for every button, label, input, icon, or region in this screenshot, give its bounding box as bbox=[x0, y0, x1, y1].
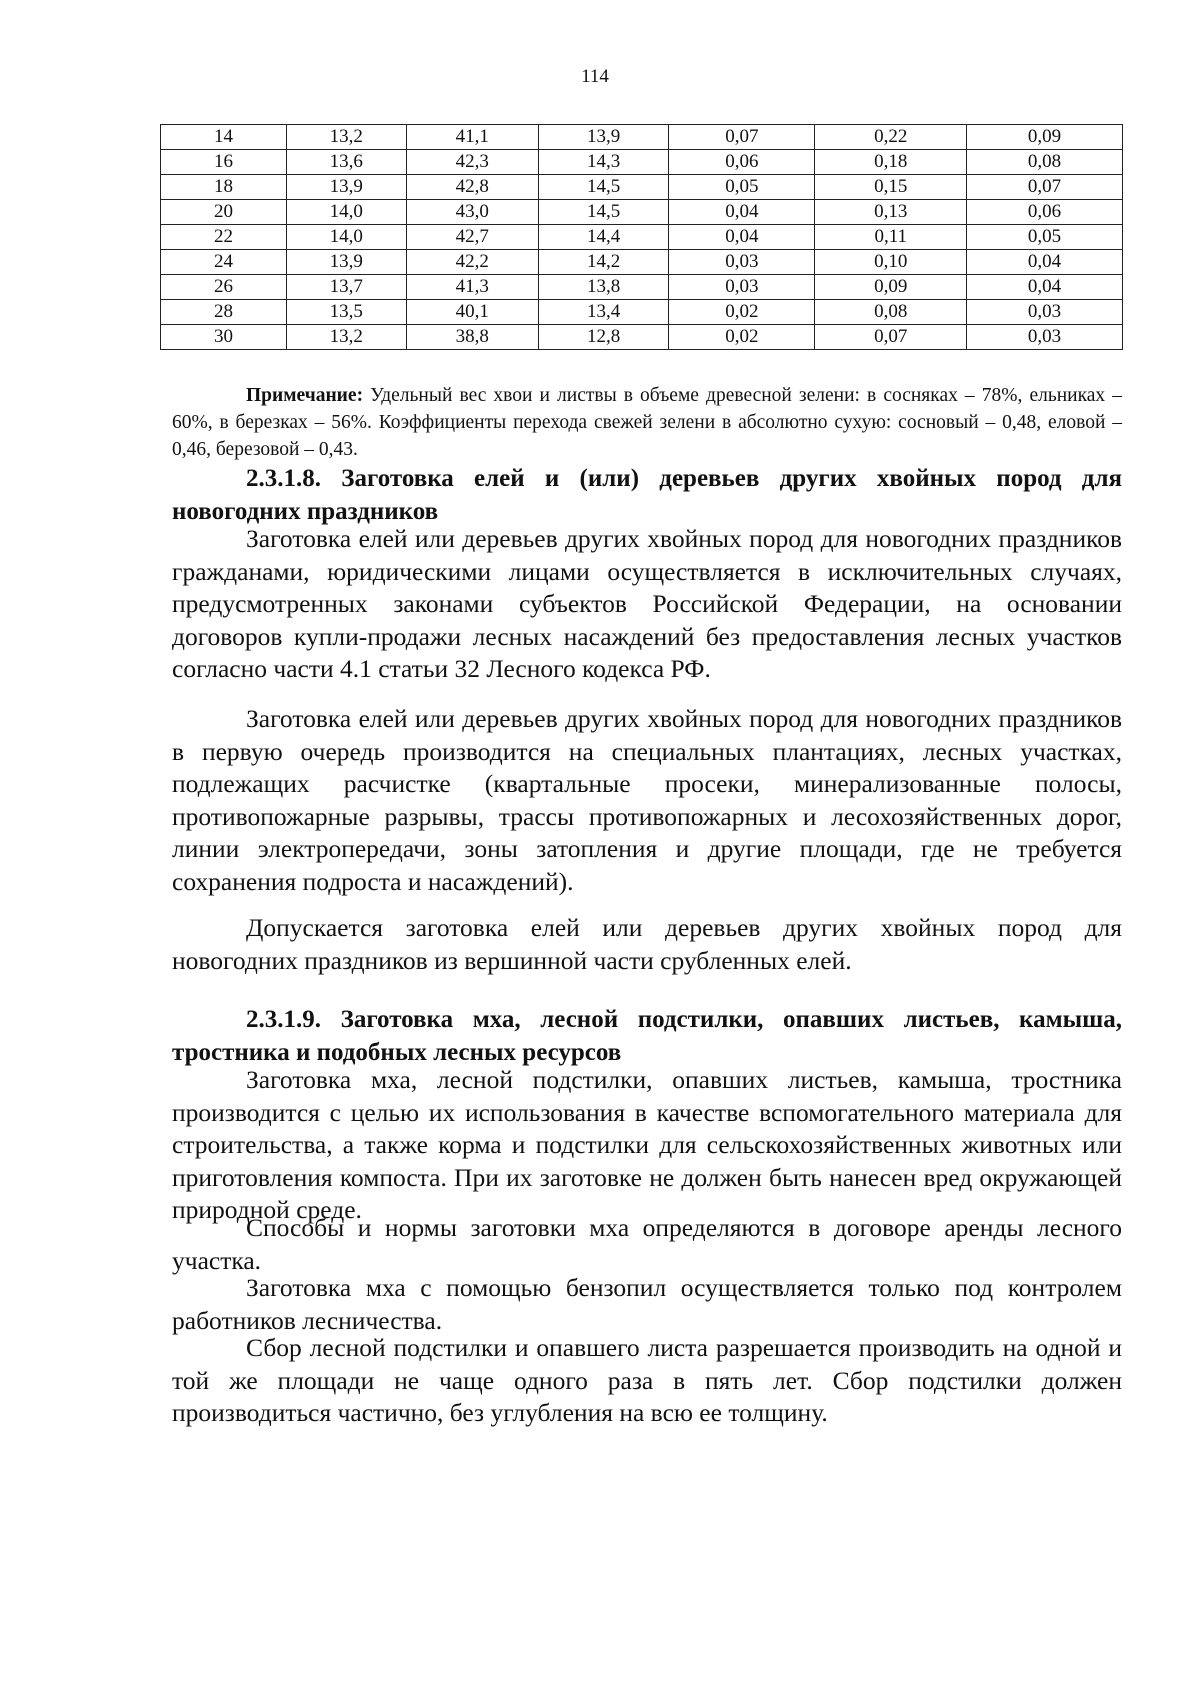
table-row bbox=[161, 325, 1123, 350]
table-cell: 18 bbox=[161, 175, 287, 200]
table-row bbox=[161, 225, 1123, 250]
paragraph-2319-3: Заготовка мха с помощью бензопил осуществляется только под контролем работников лесничества. bbox=[172, 1273, 1122, 1335]
table-cell: 13,5 bbox=[286, 300, 406, 325]
table-cell: 20 bbox=[161, 200, 287, 225]
table-cell: 14,0 bbox=[286, 225, 406, 250]
paragraph-2319-4: Сбор лесной подстилки и опавшего листа разрешается производить на одной и той же площади не чаще одного раза в пять лет. Сбор подстилки должен производиться частично, без углубления на всю ее толщину. bbox=[172, 1333, 1122, 1427]
table-cell: 14,5 bbox=[538, 175, 668, 200]
table-cell: 0,03 bbox=[669, 250, 815, 275]
table-cell: 0,04 bbox=[967, 250, 1123, 275]
table-cell: 0,08 bbox=[815, 300, 967, 325]
table-cell: 30 bbox=[161, 325, 287, 350]
table-row bbox=[161, 300, 1123, 325]
table-cell: 0,22 bbox=[815, 125, 967, 150]
table-cell: 0,15 bbox=[815, 175, 967, 200]
table-cell: 38,8 bbox=[406, 325, 538, 350]
table-cell: 0,03 bbox=[967, 300, 1123, 325]
table-row bbox=[161, 200, 1123, 225]
table-cell: 13,2 bbox=[286, 125, 406, 150]
page-number: 114 bbox=[581, 66, 609, 87]
table-row bbox=[161, 125, 1123, 150]
table-cell: 26 bbox=[161, 275, 287, 300]
paragraph-2319-1: Заготовка мха, лесной подстилки, опавших листьев, камыша, тростника производится с целью их использования в качестве вспомогательного материала для строительства, а также корма и подстилки для сельскохозяйственных животных или приготовления компоста. При их заготовке не должен быть нанесен вред окружающей природной среде. bbox=[172, 1065, 1122, 1224]
table-cell: 14,5 bbox=[538, 200, 668, 225]
table-cell: 13,9 bbox=[538, 125, 668, 150]
table-cell: 0,06 bbox=[967, 200, 1123, 225]
table-row bbox=[161, 175, 1123, 200]
table-cell: 0,10 bbox=[815, 250, 967, 275]
section-heading-2318: 2.3.1.8. Заготовка елей и (или) деревьев других хвойных пород для новогодних праздников bbox=[172, 465, 1122, 525]
table-cell: 42,3 bbox=[406, 150, 538, 175]
table-cell: 0,02 bbox=[669, 325, 815, 350]
table-cell: 0,11 bbox=[815, 225, 967, 250]
table-cell: 13,8 bbox=[538, 275, 668, 300]
data-table bbox=[160, 124, 1123, 350]
table-cell: 41,3 bbox=[406, 275, 538, 300]
table-cell: 0,04 bbox=[967, 275, 1123, 300]
table-row bbox=[161, 250, 1123, 275]
table-cell: 28 bbox=[161, 300, 287, 325]
table-cell: 0,03 bbox=[967, 325, 1123, 350]
table-cell: 0,09 bbox=[967, 125, 1123, 150]
table-cell: 14,3 bbox=[538, 150, 668, 175]
table-cell: 0,05 bbox=[967, 225, 1123, 250]
table-cell: 14,2 bbox=[538, 250, 668, 275]
table-cell: 0,02 bbox=[669, 300, 815, 325]
paragraph-2318-3: Допускается заготовка елей или деревьев других хвойных пород для новогодних праздников из вершинной части срубленных елей. bbox=[172, 913, 1122, 975]
table-cell: 40,1 bbox=[406, 300, 538, 325]
table-note bbox=[172, 382, 1122, 463]
table-cell: 0,07 bbox=[669, 125, 815, 150]
table-cell: 0,18 bbox=[815, 150, 967, 175]
table-cell: 13,9 bbox=[286, 175, 406, 200]
table-cell: 0,06 bbox=[669, 150, 815, 175]
section-heading-2319: 2.3.1.9. Заготовка мха, лесной подстилки, опавших листьев, камыша, тростника и подобных лесных ресурсов bbox=[172, 1006, 1122, 1066]
table-cell: 14,0 bbox=[286, 200, 406, 225]
table-cell: 42,7 bbox=[406, 225, 538, 250]
paragraph-2318-2: Заготовка елей или деревьев других хвойных пород для новогодних праздников в первую очередь производится на специальных плантациях, лесных участках, подлежащих расчистке (квартальные просеки, минерализованные полосы, противопожарные разрывы, трассы противопожарных и лесохозяйственных дорог, линии электропередачи, зоны затопления и другие площади, где не требуется сохранения подроста и насаждений). bbox=[172, 704, 1122, 896]
table-cell: 0,04 bbox=[669, 225, 815, 250]
table-cell: 0,08 bbox=[967, 150, 1123, 175]
table-cell: 13,4 bbox=[538, 300, 668, 325]
table-cell: 0,07 bbox=[967, 175, 1123, 200]
table-cell: 12,8 bbox=[538, 325, 668, 350]
table-cell: 22 bbox=[161, 225, 287, 250]
table-cell: 13,6 bbox=[286, 150, 406, 175]
table-cell: 42,2 bbox=[406, 250, 538, 275]
table-cell: 0,05 bbox=[669, 175, 815, 200]
table-cell: 0,09 bbox=[815, 275, 967, 300]
table-cell: 13,2 bbox=[286, 325, 406, 350]
table-cell: 16 bbox=[161, 150, 287, 175]
table-row bbox=[161, 275, 1123, 300]
table-cell: 13,9 bbox=[286, 250, 406, 275]
table-cell: 41,1 bbox=[406, 125, 538, 150]
table-cell: 0,03 bbox=[669, 275, 815, 300]
paragraph-2318-1: Заготовка елей или деревьев других хвойных пород для новогодних праздников гражданами, юридическими лицами осуществляется в исключительных случаях, предусмотренных законами субъектов Российской Федерации, на основании договоров купли-продажи лесных насаждений без предоставления лесных участков согласно части 4.1 статьи 32 Лесного кодекса РФ. bbox=[172, 524, 1122, 683]
table-cell: 0,13 bbox=[815, 200, 967, 225]
table-cell: 13,7 bbox=[286, 275, 406, 300]
table-row bbox=[161, 150, 1123, 175]
table-cell: 14,4 bbox=[538, 225, 668, 250]
table-cell: 42,8 bbox=[406, 175, 538, 200]
table-body bbox=[161, 125, 1123, 350]
note-label: Примечание: bbox=[246, 385, 364, 406]
note-text: Удельный вес хвои и листвы в объеме древесной зелени: в сосняках – 78%, ельниках – 60%, в березках – 56%. Коэффициенты перехода свежей зелени в абсолютно сухую: сосновый – 0,48, еловой – 0,46, березовой – 0,43. bbox=[172, 385, 1122, 460]
table-cell: 24 bbox=[161, 250, 287, 275]
table-cell: 14 bbox=[161, 125, 287, 150]
table-cell: 0,04 bbox=[669, 200, 815, 225]
table-cell: 0,07 bbox=[815, 325, 967, 350]
table-cell: 43,0 bbox=[406, 200, 538, 225]
paragraph-2319-2: Способы и нормы заготовки мха определяются в договоре аренды лесного участка. bbox=[172, 1213, 1122, 1275]
